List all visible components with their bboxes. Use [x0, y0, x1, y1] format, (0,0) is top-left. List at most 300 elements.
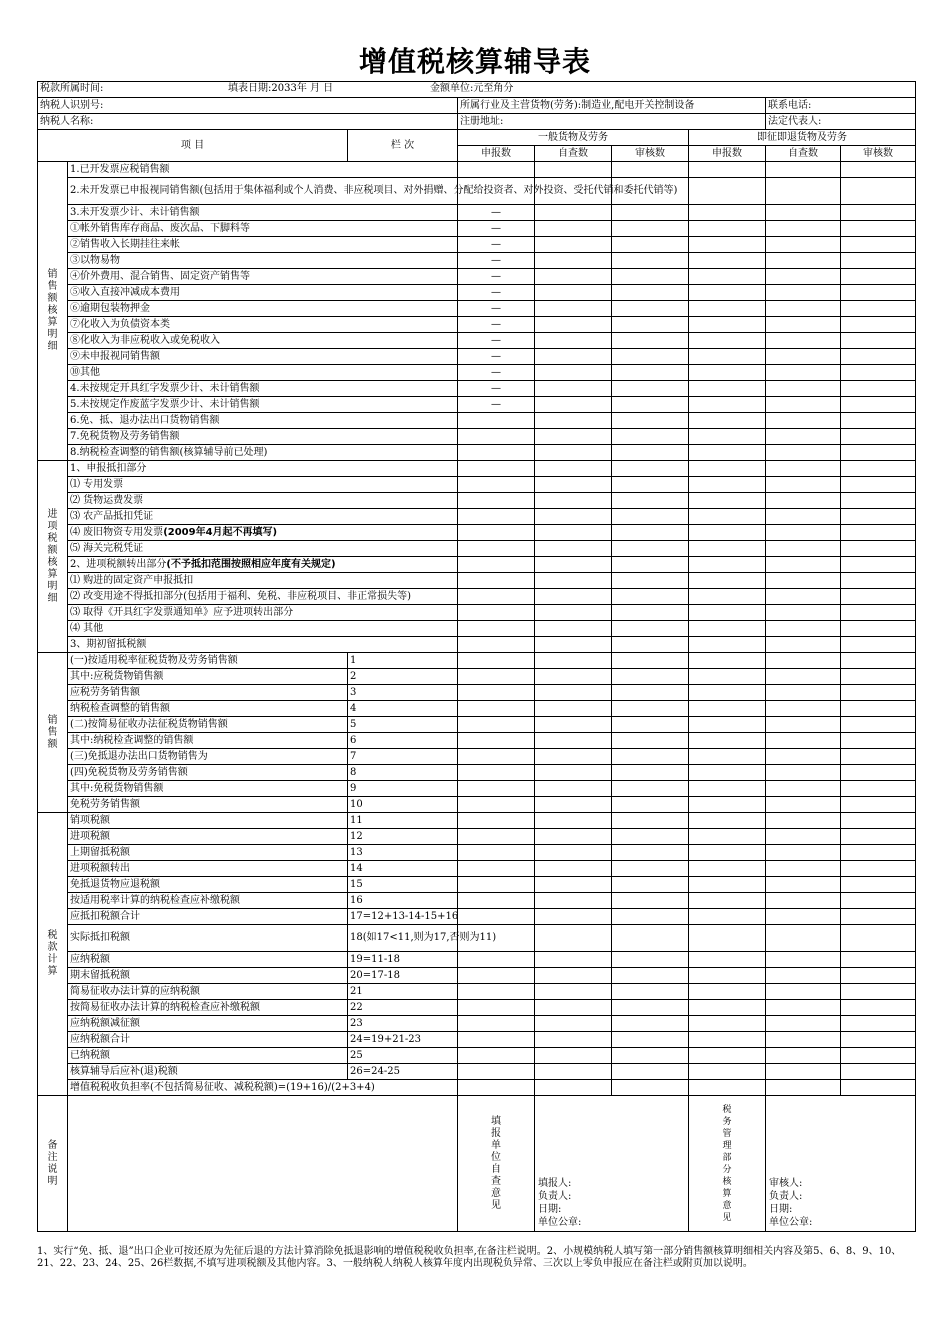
input-cell[interactable]	[535, 861, 612, 877]
input-cell[interactable]	[612, 952, 689, 968]
input-cell[interactable]	[841, 349, 916, 365]
input-cell[interactable]	[612, 1080, 689, 1096]
input-cell[interactable]	[689, 701, 766, 717]
input-cell[interactable]	[689, 749, 766, 765]
input-cell[interactable]	[766, 1016, 841, 1032]
input-cell[interactable]	[766, 178, 841, 205]
input-cell[interactable]	[535, 397, 612, 413]
input-cell[interactable]	[841, 909, 916, 925]
input-cell[interactable]	[689, 653, 766, 669]
input-cell[interactable]	[458, 1048, 535, 1064]
input-cell[interactable]	[458, 845, 535, 861]
input-cell[interactable]	[689, 253, 766, 269]
input-cell[interactable]	[841, 541, 916, 557]
input-cell[interactable]	[766, 717, 841, 733]
input-cell[interactable]	[766, 909, 841, 925]
input-cell[interactable]	[689, 317, 766, 333]
input-cell[interactable]	[841, 1032, 916, 1048]
input-cell[interactable]	[458, 669, 535, 685]
input-cell[interactable]	[612, 701, 689, 717]
input-cell[interactable]	[841, 701, 916, 717]
input-cell[interactable]	[612, 829, 689, 845]
input-cell[interactable]	[458, 861, 535, 877]
input-cell[interactable]	[766, 445, 841, 461]
input-cell[interactable]	[612, 733, 689, 749]
input-cell[interactable]	[458, 445, 535, 461]
input-cell[interactable]	[458, 765, 535, 781]
input-cell[interactable]	[612, 237, 689, 253]
input-cell[interactable]	[612, 749, 689, 765]
input-cell[interactable]	[841, 573, 916, 589]
input-cell[interactable]	[535, 1064, 612, 1080]
input-cell[interactable]	[841, 685, 916, 701]
input-cell[interactable]	[841, 813, 916, 829]
input-cell[interactable]	[841, 589, 916, 605]
input-cell[interactable]	[689, 952, 766, 968]
input-cell[interactable]	[689, 861, 766, 877]
input-cell[interactable]	[612, 797, 689, 813]
input-cell[interactable]	[458, 621, 535, 637]
input-cell[interactable]	[841, 829, 916, 845]
input-cell[interactable]	[689, 205, 766, 221]
input-cell[interactable]	[841, 952, 916, 968]
input-cell[interactable]	[612, 813, 689, 829]
input-cell[interactable]	[766, 829, 841, 845]
input-cell[interactable]	[458, 733, 535, 749]
input-cell[interactable]	[535, 1000, 612, 1016]
input-cell[interactable]	[535, 381, 612, 397]
input-cell[interactable]	[766, 861, 841, 877]
input-cell[interactable]	[535, 237, 612, 253]
input-cell[interactable]	[689, 477, 766, 493]
input-cell[interactable]	[458, 509, 535, 525]
input-cell[interactable]	[535, 429, 612, 445]
input-cell[interactable]	[841, 365, 916, 381]
input-cell[interactable]	[766, 237, 841, 253]
input-cell[interactable]	[689, 285, 766, 301]
input-cell[interactable]	[535, 285, 612, 301]
input-cell[interactable]	[766, 1000, 841, 1016]
input-cell[interactable]	[689, 541, 766, 557]
input-cell[interactable]	[535, 509, 612, 525]
input-cell[interactable]	[689, 333, 766, 349]
input-cell[interactable]	[612, 365, 689, 381]
input-cell[interactable]	[535, 984, 612, 1000]
input-cell[interactable]	[535, 605, 612, 621]
input-cell[interactable]	[689, 413, 766, 429]
input-cell[interactable]	[689, 733, 766, 749]
input-cell[interactable]	[766, 893, 841, 909]
input-cell[interactable]	[766, 589, 841, 605]
input-cell[interactable]	[612, 669, 689, 685]
input-cell[interactable]	[612, 269, 689, 285]
input-cell[interactable]	[841, 413, 916, 429]
input-cell[interactable]	[841, 493, 916, 509]
input-cell[interactable]	[535, 269, 612, 285]
input-cell[interactable]	[841, 877, 916, 893]
input-cell[interactable]	[612, 925, 689, 952]
input-cell[interactable]	[689, 461, 766, 477]
input-cell[interactable]	[458, 525, 535, 541]
input-cell[interactable]	[766, 205, 841, 221]
input-cell[interactable]	[458, 685, 535, 701]
input-cell[interactable]	[841, 1000, 916, 1016]
input-cell[interactable]	[689, 685, 766, 701]
input-cell[interactable]	[766, 317, 841, 333]
input-cell[interactable]	[689, 381, 766, 397]
input-cell[interactable]	[766, 381, 841, 397]
input-cell[interactable]	[535, 573, 612, 589]
input-cell[interactable]	[766, 162, 841, 178]
input-cell[interactable]	[841, 1016, 916, 1032]
input-cell[interactable]	[458, 717, 535, 733]
input-cell[interactable]	[766, 797, 841, 813]
input-cell[interactable]	[612, 589, 689, 605]
input-cell[interactable]	[458, 1032, 535, 1048]
input-cell[interactable]	[689, 605, 766, 621]
input-cell[interactable]	[535, 813, 612, 829]
input-cell[interactable]	[535, 349, 612, 365]
input-cell[interactable]	[689, 1064, 766, 1080]
input-cell[interactable]	[841, 221, 916, 237]
input-cell[interactable]	[841, 178, 916, 205]
input-cell[interactable]	[766, 968, 841, 984]
input-cell[interactable]	[458, 413, 535, 429]
input-cell[interactable]	[612, 909, 689, 925]
input-cell[interactable]	[689, 221, 766, 237]
input-cell[interactable]	[841, 653, 916, 669]
input-cell[interactable]	[689, 925, 766, 952]
input-cell[interactable]	[689, 797, 766, 813]
input-cell[interactable]	[535, 445, 612, 461]
input-cell[interactable]	[458, 653, 535, 669]
input-cell[interactable]	[458, 557, 535, 573]
input-cell[interactable]	[535, 557, 612, 573]
input-cell[interactable]	[612, 1064, 689, 1080]
input-cell[interactable]	[766, 477, 841, 493]
input-cell[interactable]	[766, 733, 841, 749]
input-cell[interactable]	[612, 845, 689, 861]
input-cell[interactable]	[458, 781, 535, 797]
input-cell[interactable]	[612, 637, 689, 653]
input-cell[interactable]	[458, 749, 535, 765]
input-cell[interactable]	[689, 365, 766, 381]
filer-signature-area[interactable]	[535, 1096, 689, 1232]
input-cell[interactable]	[841, 733, 916, 749]
input-cell[interactable]	[612, 781, 689, 797]
input-cell[interactable]	[766, 509, 841, 525]
input-cell[interactable]	[535, 893, 612, 909]
input-cell[interactable]	[766, 621, 841, 637]
input-cell[interactable]	[535, 317, 612, 333]
input-cell[interactable]	[766, 365, 841, 381]
input-cell[interactable]	[841, 397, 916, 413]
input-cell[interactable]	[766, 461, 841, 477]
input-cell[interactable]	[766, 637, 841, 653]
input-cell[interactable]	[535, 749, 612, 765]
input-cell[interactable]	[535, 952, 612, 968]
input-cell[interactable]	[535, 333, 612, 349]
input-cell[interactable]	[612, 317, 689, 333]
input-cell[interactable]	[612, 253, 689, 269]
input-cell[interactable]	[458, 1000, 535, 1016]
remarks-input[interactable]	[68, 1096, 458, 1232]
input-cell[interactable]	[458, 968, 535, 984]
input-cell[interactable]	[612, 397, 689, 413]
input-cell[interactable]	[766, 413, 841, 429]
input-cell[interactable]	[766, 952, 841, 968]
input-cell[interactable]	[766, 397, 841, 413]
input-cell[interactable]	[535, 653, 612, 669]
input-cell[interactable]	[841, 525, 916, 541]
input-cell[interactable]	[689, 637, 766, 653]
input-cell[interactable]	[535, 829, 612, 845]
input-cell[interactable]	[612, 861, 689, 877]
input-cell[interactable]	[612, 285, 689, 301]
input-cell[interactable]	[689, 781, 766, 797]
input-cell[interactable]	[689, 1080, 766, 1096]
input-cell[interactable]	[689, 984, 766, 1000]
input-cell[interactable]	[535, 1048, 612, 1064]
input-cell[interactable]	[612, 717, 689, 733]
input-cell[interactable]	[841, 893, 916, 909]
input-cell[interactable]	[458, 797, 535, 813]
input-cell[interactable]	[535, 301, 612, 317]
input-cell[interactable]	[766, 333, 841, 349]
input-cell[interactable]	[612, 765, 689, 781]
input-cell[interactable]	[535, 162, 612, 178]
input-cell[interactable]	[841, 984, 916, 1000]
input-cell[interactable]	[766, 525, 841, 541]
input-cell[interactable]	[689, 909, 766, 925]
input-cell[interactable]	[841, 333, 916, 349]
input-cell[interactable]	[535, 1080, 612, 1096]
input-cell[interactable]	[689, 717, 766, 733]
input-cell[interactable]	[689, 765, 766, 781]
input-cell[interactable]	[841, 509, 916, 525]
input-cell[interactable]	[612, 1000, 689, 1016]
input-cell[interactable]	[766, 984, 841, 1000]
input-cell[interactable]	[841, 317, 916, 333]
input-cell[interactable]	[689, 301, 766, 317]
input-cell[interactable]	[689, 845, 766, 861]
input-cell[interactable]	[841, 1064, 916, 1080]
input-cell[interactable]	[841, 925, 916, 952]
input-cell[interactable]	[535, 877, 612, 893]
input-cell[interactable]	[612, 509, 689, 525]
input-cell[interactable]	[612, 461, 689, 477]
input-cell[interactable]	[689, 349, 766, 365]
input-cell[interactable]	[535, 669, 612, 685]
input-cell[interactable]	[766, 301, 841, 317]
input-cell[interactable]	[612, 1048, 689, 1064]
input-cell[interactable]	[535, 797, 612, 813]
input-cell[interactable]	[841, 381, 916, 397]
input-cell[interactable]	[689, 893, 766, 909]
input-cell[interactable]	[689, 829, 766, 845]
input-cell[interactable]	[612, 205, 689, 221]
input-cell[interactable]	[458, 541, 535, 557]
input-cell[interactable]	[612, 557, 689, 573]
input-cell[interactable]	[458, 477, 535, 493]
input-cell[interactable]	[766, 285, 841, 301]
input-cell[interactable]	[458, 909, 535, 925]
input-cell[interactable]	[535, 717, 612, 733]
input-cell[interactable]	[612, 477, 689, 493]
input-cell[interactable]	[612, 968, 689, 984]
input-cell[interactable]	[535, 968, 612, 984]
input-cell[interactable]	[689, 1048, 766, 1064]
input-cell[interactable]	[766, 749, 841, 765]
input-cell[interactable]	[689, 1032, 766, 1048]
input-cell[interactable]	[458, 984, 535, 1000]
input-cell[interactable]	[612, 1016, 689, 1032]
input-cell[interactable]	[841, 845, 916, 861]
input-cell[interactable]	[689, 397, 766, 413]
input-cell[interactable]	[766, 765, 841, 781]
input-cell[interactable]	[841, 797, 916, 813]
input-cell[interactable]	[689, 1000, 766, 1016]
input-cell[interactable]	[458, 573, 535, 589]
input-cell[interactable]	[458, 493, 535, 509]
input-cell[interactable]	[535, 909, 612, 925]
input-cell[interactable]	[612, 685, 689, 701]
input-cell[interactable]	[535, 493, 612, 509]
tax-signature-area[interactable]	[766, 1096, 916, 1232]
input-cell[interactable]	[458, 952, 535, 968]
input-cell[interactable]	[841, 301, 916, 317]
input-cell[interactable]	[766, 1032, 841, 1048]
input-cell[interactable]	[535, 733, 612, 749]
input-cell[interactable]	[689, 178, 766, 205]
input-cell[interactable]	[689, 968, 766, 984]
input-cell[interactable]	[766, 877, 841, 893]
input-cell[interactable]	[841, 205, 916, 221]
input-cell[interactable]	[766, 269, 841, 285]
input-cell[interactable]	[766, 781, 841, 797]
input-cell[interactable]	[689, 589, 766, 605]
input-cell[interactable]	[766, 221, 841, 237]
input-cell[interactable]	[535, 461, 612, 477]
input-cell[interactable]	[535, 413, 612, 429]
input-cell[interactable]	[689, 669, 766, 685]
input-cell[interactable]	[535, 205, 612, 221]
input-cell[interactable]	[458, 893, 535, 909]
input-cell[interactable]	[458, 1080, 535, 1096]
input-cell[interactable]	[458, 637, 535, 653]
input-cell[interactable]	[841, 557, 916, 573]
input-cell[interactable]	[612, 1032, 689, 1048]
input-cell[interactable]	[766, 253, 841, 269]
input-cell[interactable]	[535, 637, 612, 653]
input-cell[interactable]	[612, 605, 689, 621]
input-cell[interactable]	[766, 925, 841, 952]
input-cell[interactable]	[841, 717, 916, 733]
input-cell[interactable]	[841, 669, 916, 685]
input-cell[interactable]	[612, 381, 689, 397]
input-cell[interactable]	[689, 493, 766, 509]
input-cell[interactable]	[841, 1048, 916, 1064]
input-cell[interactable]	[766, 349, 841, 365]
input-cell[interactable]	[612, 301, 689, 317]
input-cell[interactable]	[841, 429, 916, 445]
input-cell[interactable]	[841, 461, 916, 477]
input-cell[interactable]	[766, 573, 841, 589]
input-cell[interactable]	[689, 573, 766, 589]
input-cell[interactable]	[841, 253, 916, 269]
input-cell[interactable]	[841, 968, 916, 984]
input-cell[interactable]	[766, 701, 841, 717]
input-cell[interactable]	[766, 1064, 841, 1080]
input-cell[interactable]	[535, 253, 612, 269]
input-cell[interactable]	[689, 621, 766, 637]
input-cell[interactable]	[689, 525, 766, 541]
input-cell[interactable]	[458, 461, 535, 477]
input-cell[interactable]	[612, 877, 689, 893]
input-cell[interactable]	[841, 749, 916, 765]
input-cell[interactable]	[612, 333, 689, 349]
input-cell[interactable]	[766, 1048, 841, 1064]
input-cell[interactable]	[689, 509, 766, 525]
input-cell[interactable]	[612, 445, 689, 461]
input-cell[interactable]	[841, 637, 916, 653]
input-cell[interactable]	[689, 877, 766, 893]
input-cell[interactable]	[612, 162, 689, 178]
input-cell[interactable]	[535, 925, 612, 952]
input-cell[interactable]	[841, 861, 916, 877]
input-cell[interactable]	[689, 557, 766, 573]
input-cell[interactable]	[612, 573, 689, 589]
input-cell[interactable]	[841, 162, 916, 178]
input-cell[interactable]	[612, 525, 689, 541]
input-cell[interactable]	[766, 669, 841, 685]
input-cell[interactable]	[612, 413, 689, 429]
input-cell[interactable]	[458, 162, 535, 178]
input-cell[interactable]	[535, 1016, 612, 1032]
input-cell[interactable]	[766, 845, 841, 861]
input-cell[interactable]	[766, 1080, 841, 1096]
input-cell[interactable]	[535, 365, 612, 381]
input-cell[interactable]	[689, 813, 766, 829]
input-cell[interactable]	[841, 237, 916, 253]
input-cell[interactable]	[841, 1080, 916, 1096]
input-cell[interactable]	[612, 429, 689, 445]
input-cell[interactable]	[535, 589, 612, 605]
input-cell[interactable]	[535, 621, 612, 637]
input-cell[interactable]	[458, 1016, 535, 1032]
input-cell[interactable]	[535, 765, 612, 781]
input-cell[interactable]	[766, 493, 841, 509]
input-cell[interactable]	[612, 893, 689, 909]
input-cell[interactable]	[689, 237, 766, 253]
input-cell[interactable]	[612, 621, 689, 637]
input-cell[interactable]	[766, 685, 841, 701]
input-cell[interactable]	[458, 605, 535, 621]
input-cell[interactable]	[458, 429, 535, 445]
input-cell[interactable]	[612, 984, 689, 1000]
input-cell[interactable]	[535, 525, 612, 541]
input-cell[interactable]	[766, 541, 841, 557]
input-cell[interactable]	[612, 653, 689, 669]
input-cell[interactable]	[841, 605, 916, 621]
input-cell[interactable]	[458, 877, 535, 893]
input-cell[interactable]	[458, 813, 535, 829]
input-cell[interactable]	[841, 781, 916, 797]
input-cell[interactable]	[766, 813, 841, 829]
input-cell[interactable]	[841, 765, 916, 781]
input-cell[interactable]	[766, 429, 841, 445]
input-cell[interactable]	[766, 653, 841, 669]
